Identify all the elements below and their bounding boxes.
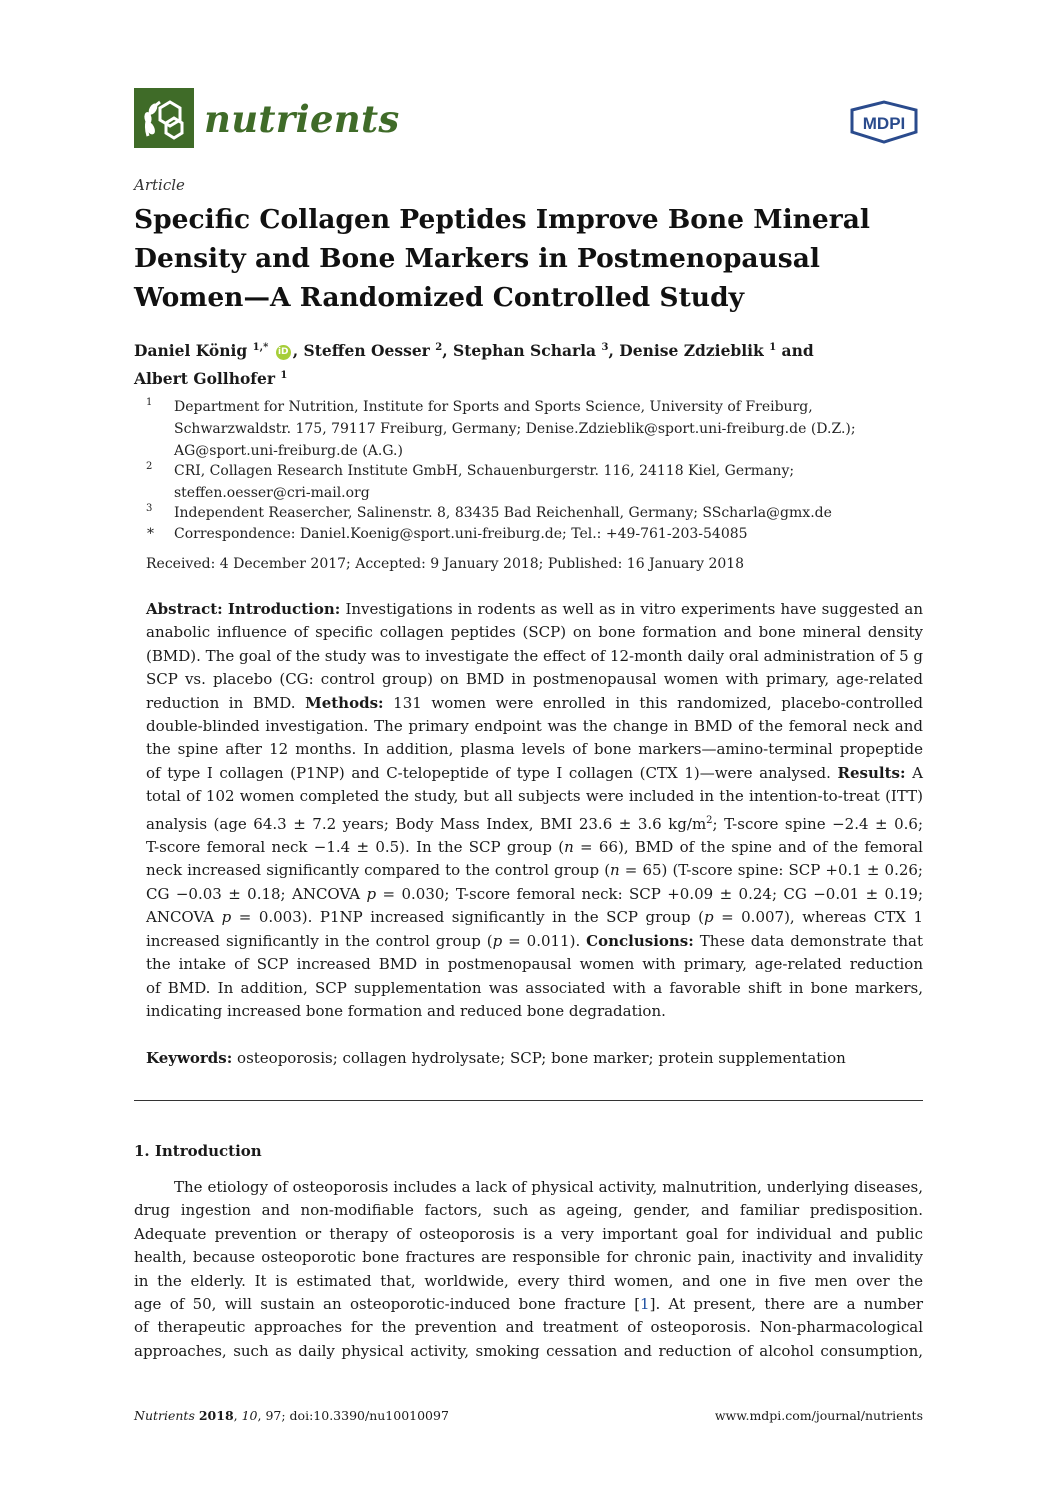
abstract-line [146,859,923,882]
abstract-line: total of 102 women completed the study, but all subjects were included in the intention-to-treat (ITT) [146,787,923,806]
italic-symbol: p [366,884,377,903]
abstract-text: = 0.007), whereas CTX 1 [713,908,923,927]
title-line: Density and Bone Markers in Postmenopausal [134,243,820,274]
abstract-line [146,692,923,715]
abstract-line: anabolic influence of specific collagen peptides (SCP) on bone formation and bone mineral density [146,623,923,642]
author-affiliation-mark: 1 [769,342,777,353]
affiliation-text[interactable]: Independent Reasercher, Salinenstr. 8, 83435 Bad Reichenhall, Germany; SScharla@gmx.de [174,505,832,521]
abstract-text: neck increased significantly compared to the control group ( [146,861,611,880]
author-name[interactable]: Daniel König [134,341,248,361]
section-heading: 1. Introduction [134,1142,262,1160]
author-name[interactable]: , Stephan Scharla [442,341,597,361]
affiliation-text[interactable]: AG@sport.uni-freiburg.de (A.G.) [174,443,403,459]
keywords-text: osteoporosis; collagen hydrolysate; SCP; bone marker; protein supplementation [232,1049,846,1067]
citation-link[interactable]: 1 [640,1295,650,1314]
italic-symbol: p [492,931,503,950]
abstract-line: double-blinded investigation. The primary endpoint was the change in BMD of the femoral neck and [146,717,923,736]
affiliation-number: 1 [146,397,153,408]
footer-year: 2018 [198,1408,234,1423]
affiliation-text[interactable]: Schwarzwaldstr. 175, 79117 Freiburg, Germany; Denise.Zdzieblik@sport.uni-freiburg.de (D.Z.); [174,421,856,437]
abstract-label: Abstract: [146,600,223,618]
abstract-line: (BMD). The goal of the study was to investigate the effect of 12-month daily oral administration of 5 g [146,646,923,665]
abstract-line: indicating increased bone formation and reduced bone degradation. [146,1001,666,1020]
author-name[interactable]: , Denise Zdzieblik [608,341,764,361]
body-text: age of 50, will sustain an osteoporotic-induced bone fracture [ [134,1295,641,1314]
body-line: health, because osteoporotic bone fractures are responsible for chronic pain, inactivity and invalidity [134,1248,923,1267]
section-divider [134,1100,923,1101]
body-line [134,1293,923,1316]
author-affiliation-mark: 1,* [252,342,269,353]
abstract-text: ANCOVA [146,908,222,927]
abstract-text: T-score femoral neck −1.4 ± 0.5). In the SCP group ( [146,838,565,857]
abstract-text: 131 women were enrolled in this randomized, placebo-controlled [393,693,923,712]
journal-name: nutrients [204,97,400,141]
footer-url[interactable]: www.mdpi.com/journal/nutrients [714,1408,923,1423]
abstract-line [146,906,923,929]
abstract-text: CG −0.03 ± 0.18; ANCOVA [146,884,367,903]
abstract-text: = 66), BMD of the spine and of the femoral [573,838,923,857]
italic-symbol: n [564,838,574,857]
abstract-text: analysis (age 64.3 ± 7.2 years; Body Mass Index, BMI 23.6 ± 3.6 kg/m [146,814,707,833]
paper-title [134,200,934,317]
author-affiliation-mark: 1 [280,370,288,382]
abstract-line: SCP vs. placebo (CG: control group) on BMD in postmenopausal women with primary, age-related [146,670,923,689]
footer-citation: Nutrients 2018, 10, 97; doi:10.3390/nu10010097 [134,1408,449,1423]
abstract-line [146,809,923,836]
author-name[interactable]: Albert Gollhofer [134,369,275,389]
publisher-logo [846,100,922,144]
abstract-text: of type I collagen (P1NP) and C-telopeptide of type I collagen (CTX 1)—were analysed. [146,763,831,782]
footer-doi[interactable]: , 97; doi:10.3390/nu10010097 [257,1408,449,1423]
superscript: 2 [706,814,713,826]
body-line: of therapeutic approaches for the prevention and treatment of osteoporosis. Non-pharmacological [134,1318,923,1337]
publication-dates: Received: 4 December 2017; Accepted: 9 January 2018; Published: 16 January 2018 [146,556,745,572]
body-line: drug ingestion and non-modifiable factors, such as ageing, gender, and familiar predisposition. [134,1201,923,1220]
publisher-name: MDPI [862,114,906,133]
author-affiliation-mark: 3 [601,342,609,353]
abstract-text: These data demonstrate that [699,931,923,950]
abstract [146,598,923,1023]
footer-journal: Nutrients [134,1408,195,1423]
italic-symbol: p [703,908,714,927]
author-line [134,363,924,391]
abstract-line: the spine after 12 months. In addition, plasma levels of bone markers—amino-terminal propeptide [146,740,923,759]
author-affiliation-mark: 2 [435,342,443,353]
abstract-section-label: Conclusions: [586,931,694,950]
author-line [134,335,924,363]
abstract-text: = 0.003). P1NP increased significantly in the SCP group ( [231,908,704,927]
keywords-label: Keywords: [146,1049,233,1067]
abstract-text: A [912,763,923,782]
abstract-text: Investigations in rodents as well as in vitro experiments have suggested an [345,600,923,618]
affiliation-number: 3 [146,503,153,514]
correspondence-text[interactable]: Correspondence: Daniel.Koenig@sport.uni-freiburg.de; Tel.: +49-761-203-54085 [174,526,748,542]
affiliation-text[interactable]: steffen.oesser@cri-mail.org [174,485,370,501]
abstract-line [146,598,923,621]
abstract-section-label: Introduction: [227,600,341,618]
abstract-line [146,762,923,785]
affiliation-number: 2 [146,461,153,472]
body-line: The etiology of osteoporosis includes a lack of physical activity, malnutrition, underlying diseases, [174,1178,923,1196]
abstract-text: = 0.011). [502,931,581,950]
body-text: ]. At present, there are a number [649,1295,923,1314]
body-line: approaches, such as daily physical activity, smoking cessation and reduction of alcohol consumption, [134,1341,923,1360]
abstract-line: the intake of SCP increased BMD in postmenopausal women with primary, age-related reduction [146,955,923,974]
title-line: Specific Collagen Peptides Improve Bone Mineral [134,204,870,235]
abstract-section-label: Results: [837,763,906,782]
abstract-line [146,930,923,953]
abstract-line: of BMD. In addition, SCP supplementation was associated with a favorable shift in bone markers, [146,978,923,997]
author-name[interactable]: , Steffen Oesser [292,341,430,361]
abstract-text: = 65) (T-score spine: SCP +0.1 ± 0.26; [619,861,923,880]
journal-logo-icon [134,88,194,148]
keywords [146,1049,846,1067]
abstract-text: increased significantly in the control group ( [146,931,493,950]
author-conjunction: and [776,341,814,361]
affiliation-text: CRI, Collagen Research Institute GmbH, Schauenburgerstr. 116, 24118 Kiel, Germany; [174,463,795,479]
title-line: Women—A Randomized Controlled Study [134,282,745,313]
abstract-line [146,883,923,906]
abstract-line [146,836,923,859]
author-list [134,335,924,391]
italic-symbol: n [610,861,620,880]
abstract-text: reduction in BMD. [146,693,296,712]
abstract-section-label: Methods: [305,693,384,712]
orcid-icon[interactable]: iD [276,345,291,360]
abstract-text: ; T-score spine −2.4 ± 0.6; [712,814,923,833]
italic-symbol: p [221,908,232,927]
affiliation-text: Department for Nutrition, Institute for Sports and Sports Science, University of Freiburg, [174,399,813,415]
body-line: Adequate prevention or therapy of osteoporosis is a very important goal for individual and public [134,1224,923,1243]
article-type: Article [134,176,185,194]
abstract-text: = 0.030; T-score femoral neck: SCP +0.09 ± 0.24; CG −0.01 ± 0.19; [376,884,924,903]
body-line: in the elderly. It is estimated that, worldwide, every third women, and one in five men over the [134,1271,923,1290]
footer-volume: 10 [241,1408,258,1423]
introduction-body [134,1176,923,1363]
correspondence-mark: * [147,526,154,542]
